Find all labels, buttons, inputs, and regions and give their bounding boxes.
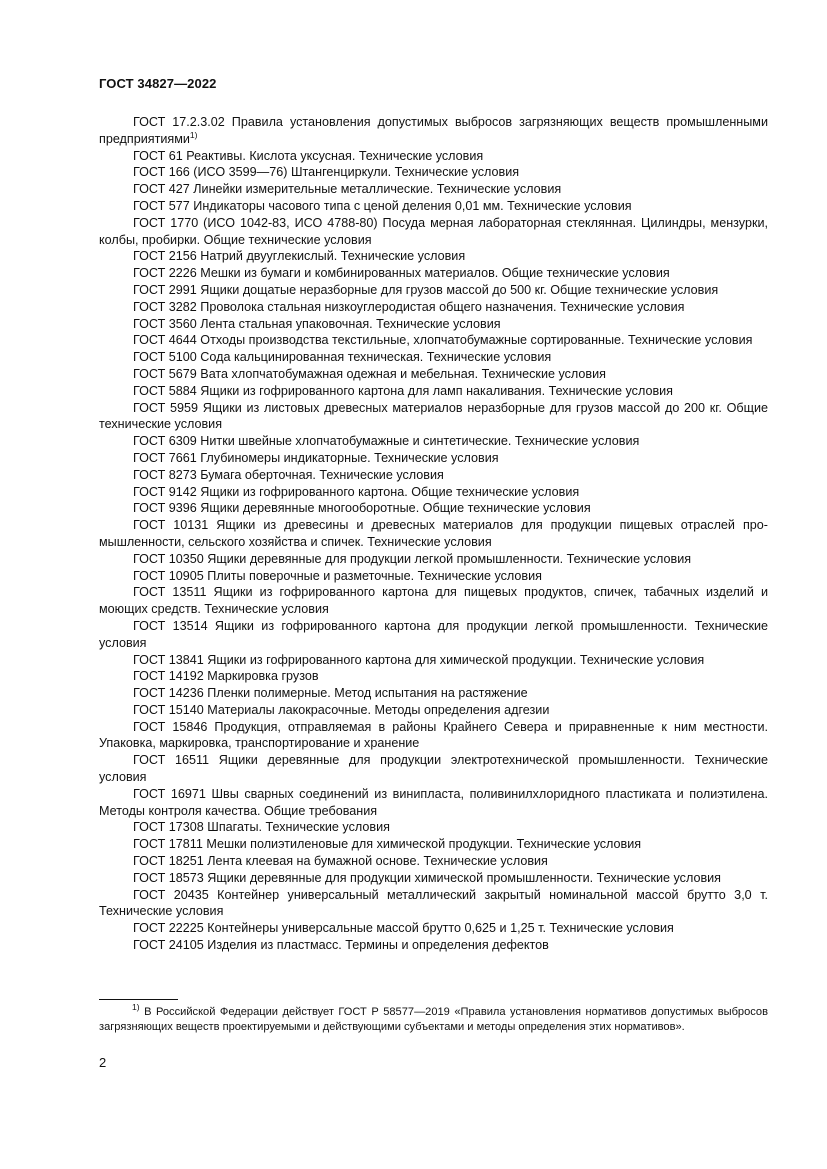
reference-item — [99, 819, 768, 836]
reference-item — [99, 215, 768, 249]
reference-text: ГОСТ 17811 Мешки полиэтиленовые для химической продукции. Технические условия — [133, 837, 642, 852]
reference-text: ГОСТ 13514 Ящики из гофрированного картона для продукции легкой промышленности. Технические условия — [99, 618, 768, 650]
reference-text: ГОСТ 10131 Ящики из древесины и древесных материалов для продукции пищевых отраслей промышленности, сельского хозяйства и спичек. Технические условия — [99, 518, 768, 549]
reference-text: ГОСТ 14192 Маркировка грузов — [133, 669, 319, 684]
reference-item — [99, 181, 768, 198]
reference-text: ГОСТ 6309 Нитки швейные хлопчатобумажные и синтетические. Технические условия — [133, 434, 640, 449]
reference-text: ГОСТ 2156 Натрий двууглекислый. Технические условия — [133, 249, 466, 264]
reference-item — [99, 870, 768, 887]
reference-item — [99, 467, 768, 484]
reference-item — [99, 316, 768, 333]
reference-text: ГОСТ 1770 (ИСО 1042-83, ИСО 4788-80) Посуда мерная лабораторная стеклянная. Цилиндры, мензурки, колбы, пробирки. Общие технические условия — [99, 215, 768, 247]
normative-references-list — [99, 114, 768, 954]
reference-text: ГОСТ 15140 Материалы лакокрасочные. Методы определения адгезии — [133, 702, 550, 717]
reference-item — [99, 568, 768, 585]
reference-text: ГОСТ 13841 Ящики из гофрированного картона для химической продукции. Технические условия — [133, 652, 705, 667]
reference-text: ГОСТ 15846 Продукция, отправляемая в районы Крайнего Севера и приравненные к ним местности. Упаковка, маркировка, транспортирование и хранение — [99, 719, 768, 751]
reference-text: ГОСТ 14236 Пленки полимерные. Метод испытания на растяжение — [133, 686, 528, 701]
reference-item — [99, 853, 768, 870]
reference-item — [99, 349, 768, 366]
reference-item — [99, 752, 768, 786]
reference-item — [99, 887, 768, 921]
reference-text: ГОСТ 5679 Вата хлопчатобумажная одежная и мебельная. Технические условия — [133, 366, 606, 381]
reference-text: ГОСТ 18251 Лента клеевая на бумажной основе. Технические условия — [133, 854, 548, 869]
reference-item — [99, 500, 768, 517]
reference-text: ГОСТ 10350 Ящики деревянные для продукции легкой промышленности. Технические условия — [133, 551, 692, 566]
footnote-separator — [99, 999, 178, 1000]
reference-item — [99, 618, 768, 652]
reference-item — [99, 652, 768, 669]
reference-item — [99, 265, 768, 282]
reference-item — [99, 198, 768, 215]
reference-text: ГОСТ 10905 Плиты поверочные и разметочные. Технические условия — [133, 568, 542, 583]
reference-text: ГОСТ 5100 Сода кальцинированная техническая. Технические условия — [133, 350, 552, 365]
reference-item — [99, 584, 768, 618]
reference-text: ГОСТ 17.2.3.02 Правила установления допустимых выбросов загрязняющих веществ промышленными предприятиями — [99, 115, 768, 146]
reference-text: ГОСТ 166 (ИСО 3599—76) Штангенциркули. Технические условия — [133, 165, 520, 180]
reference-text: ГОСТ 17308 Шпагаты. Технические условия — [133, 820, 390, 835]
reference-item — [99, 148, 768, 165]
reference-text: ГОСТ 577 Индикаторы часового типа с ценой деления 0,01 мм. Технические условия — [133, 198, 632, 213]
reference-item — [99, 383, 768, 400]
reference-item — [99, 164, 768, 181]
reference-item — [99, 920, 768, 937]
reference-text: ГОСТ 8273 Бумага оберточная. Технические условия — [133, 467, 444, 482]
reference-text: ГОСТ 16971 Швы сварных соединений из винипласта, поливинилхлоридного пластиката и полиэтилена. Методы контроля качества. Общие требования — [99, 786, 768, 818]
reference-text: ГОСТ 16511 Ящики деревянные для продукции электротехнической промышленности. Технические условия — [99, 753, 768, 785]
reference-text: ГОСТ 24105 Изделия из пластмасс. Термины и определения дефектов — [133, 938, 549, 953]
reference-item — [99, 332, 768, 349]
reference-text: ГОСТ 3282 Проволока стальная низкоуглеродистая общего назначения. Технические условия — [133, 299, 685, 314]
reference-item — [99, 400, 768, 434]
footnote — [99, 1002, 768, 1034]
page-number: 2 — [99, 1055, 107, 1070]
reference-text: ГОСТ 5959 Ящики из листовых древесных материалов неразборные для грузов массой до 200 кг. Общие технические условия — [99, 400, 768, 432]
footnote-text: В Российской Федерации действует ГОСТ Р 58577—2019 «Правила установления нормативов допустимых выбросов загрязняющих веществ проектируемыми и действующими субъектами и методы определения этих нормативов». — [99, 1006, 768, 1033]
document-code-header: ГОСТ 34827—2022 — [99, 76, 217, 91]
reference-text: ГОСТ 20435 Контейнер универсальный металлический закрытый номинальной массой брутто 3,0 т. Технические условия — [99, 887, 768, 919]
reference-item — [99, 450, 768, 467]
reference-item — [99, 719, 768, 753]
reference-item — [99, 299, 768, 316]
reference-text: ГОСТ 61 Реактивы. Кислота уксусная. Технические условия — [133, 148, 484, 163]
footnote-reference: 1) — [189, 129, 198, 140]
reference-text: ГОСТ 5884 Ящики из гофрированного картона для ламп накаливания. Технические условия — [133, 383, 673, 398]
reference-text: ГОСТ 18573 Ящики деревянные для продукции химической промышленности. Технические условия — [133, 870, 722, 885]
reference-text: ГОСТ 7661 Глубиномеры индикаторные. Технические условия — [133, 450, 499, 465]
reference-item — [99, 484, 768, 501]
reference-item — [99, 685, 768, 702]
reference-text: ГОСТ 13511 Ящики из гофрированного картона для пищевых продуктов, спичек, табачных изделий и моющих средств. Технические условия — [99, 585, 768, 617]
reference-item — [99, 836, 768, 853]
reference-text: ГОСТ 2991 Ящики дощатые неразборные для грузов массой до 500 кг. Общие технические условия — [133, 282, 719, 297]
reference-text: ГОСТ 22225 Контейнеры универсальные массой брутто 0,625 и 1,25 т. Технические условия — [133, 921, 674, 936]
reference-item — [99, 248, 768, 265]
reference-item — [99, 551, 768, 568]
reference-item — [99, 937, 768, 954]
reference-text: ГОСТ 9396 Ящики деревянные многооборотные. Общие технические условия — [133, 501, 591, 516]
reference-text: ГОСТ 3560 Лента стальная упаковочная. Технические условия — [133, 316, 501, 331]
reference-text: ГОСТ 427 Линейки измерительные металлические. Технические условия — [133, 182, 562, 197]
reference-text: ГОСТ 4644 Отходы производства текстильные, хлопчатобумажные сортированные. Технические условия — [133, 333, 753, 348]
reference-item — [99, 366, 768, 383]
footnote-marker: 1) — [132, 1002, 140, 1012]
reference-item — [99, 702, 768, 719]
reference-item — [99, 433, 768, 450]
reference-text: ГОСТ 9142 Ящики из гофрированного картона. Общие технические условия — [133, 484, 580, 499]
reference-item — [99, 786, 768, 820]
reference-item — [99, 114, 768, 148]
reference-item — [99, 668, 768, 685]
reference-item — [99, 282, 768, 299]
reference-text: ГОСТ 2226 Мешки из бумаги и комбинированных материалов. Общие технические условия — [133, 266, 670, 281]
reference-item — [99, 517, 768, 551]
